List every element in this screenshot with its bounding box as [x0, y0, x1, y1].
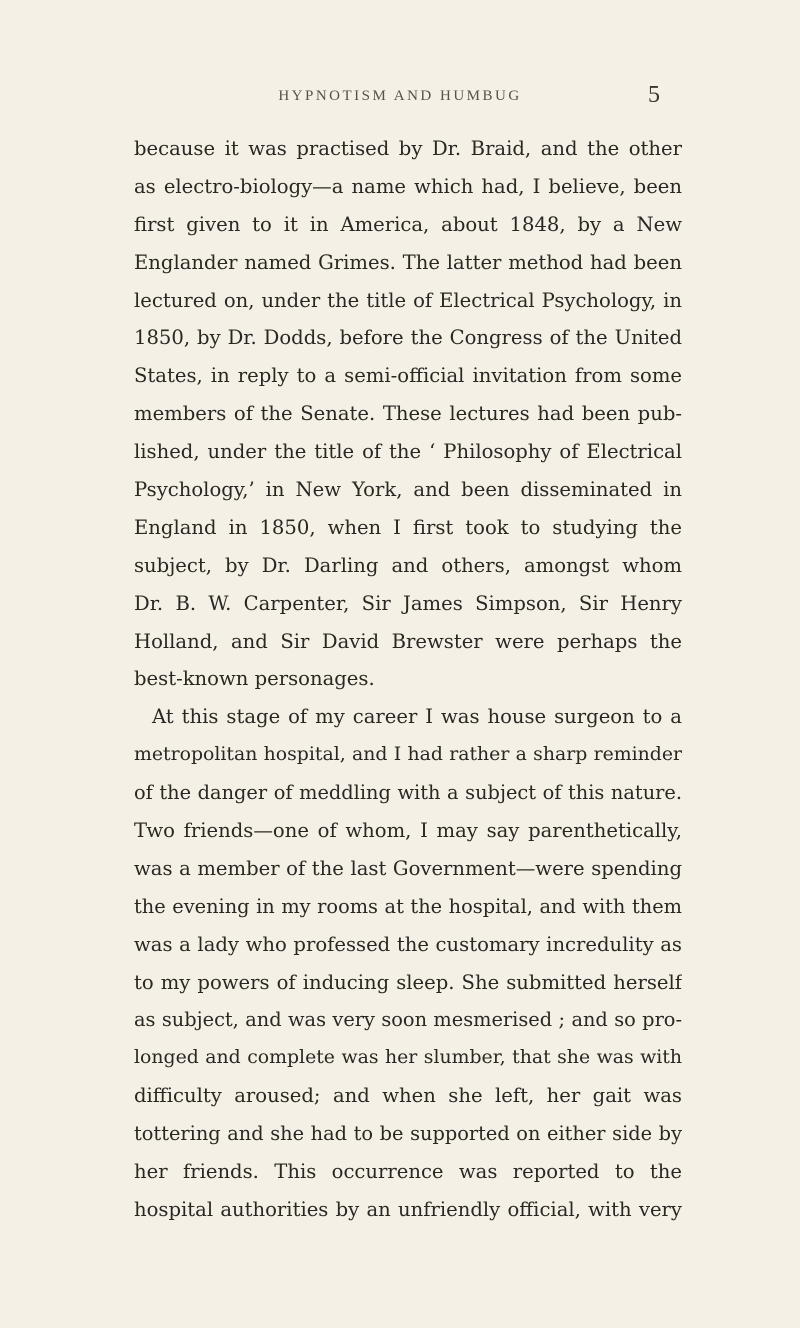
text-line: England in 1850, when I first took to studying the [134, 515, 682, 539]
text-line: Dr. B. W. Carpenter, Sir James Simpson, Sir Henry [134, 591, 682, 615]
text-line: as subject, and was very soon mesmerised ; and so pro- [134, 1008, 682, 1032]
text-line: first given to it in America, about 1848, by a New [134, 212, 682, 236]
text-line: best-known personages. [134, 667, 375, 691]
text-line: Englander named Grimes. The latter method had been [134, 250, 682, 274]
text-line: hospital authorities by an unfriendly official, with very [134, 1197, 682, 1221]
text-line: tottering and she had to be supported on either side by [134, 1122, 682, 1146]
text-line: her friends. This occurrence was reported to the [134, 1160, 682, 1184]
text-line: subject, by Dr. Darling and others, amongst whom [134, 553, 682, 577]
text-line: difficulty aroused; and when she left, her gait was [134, 1084, 682, 1108]
body-text [134, 130, 682, 1229]
text-line: of the danger of meddling with a subject of this nature. [134, 781, 682, 805]
text-line: the evening in my rooms at the hospital, and with them [134, 894, 682, 918]
text-line: was a lady who professed the customary incredulity as [134, 932, 682, 956]
text-line: Holland, and Sir David Brewster were perhaps the [134, 629, 682, 653]
text-line: members of the Senate. These lectures had been pub- [134, 402, 682, 426]
text-line: because it was practised by Dr. Braid, and the other [134, 137, 682, 160]
text-line: was a member of the last Government—were spending [134, 856, 682, 880]
text-line: lished, under the title of the ‘ Philosophy of Electrical [134, 440, 682, 464]
text-line: longed and complete was her slumber, that she was with [134, 1047, 682, 1069]
text-line: metropolitan hospital, and I had rather a sharp reminder [134, 744, 682, 766]
text-line: States, in reply to a semi-official invitation from some [134, 364, 682, 388]
text-line: to my powers of inducing sleep. She submitted herself [134, 970, 682, 994]
page-number: 5 [648, 82, 660, 108]
text-line: At this stage of my career I was house surgeon to a [152, 705, 682, 729]
text-line: as electro-biology—a name which had, I believe, been [134, 174, 682, 198]
text-line: Psychology,’ in New York, and been disseminated in [134, 478, 682, 502]
text-line: lectured on, under the title of Electrical Psychology, in [134, 288, 682, 312]
running-title: HYPNOTISM AND HUMBUG [278, 88, 522, 104]
text-line: 1850, by Dr. Dodds, before the Congress of the United [134, 326, 682, 350]
running-head [0, 82, 800, 118]
text-line: Two friends—one of whom, I may say parenthetically, [134, 819, 682, 843]
